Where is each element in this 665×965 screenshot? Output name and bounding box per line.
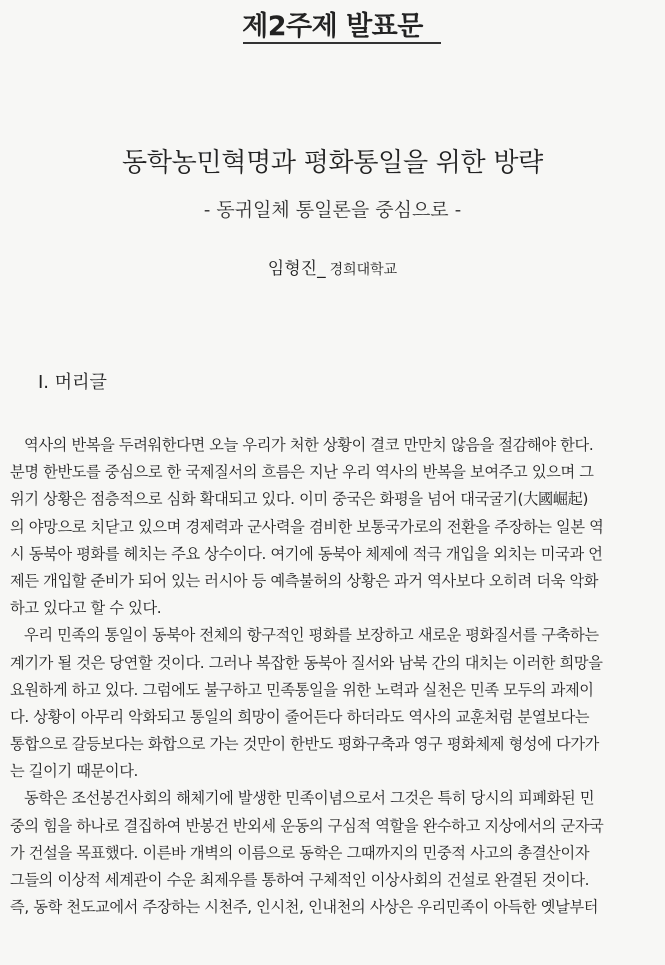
paper-title: 동학농민혁명과 평화통일을 위한 방략 xyxy=(122,148,543,178)
page-header xyxy=(0,0,665,46)
paper-subtitle: - 동귀일체 통일론을 중심으로 - xyxy=(203,199,462,221)
body-line: 중의 힘을 하나로 결집하여 반봉건 반외세 운동의 구심적 역할을 완수하고 지상에서의 군자국 xyxy=(10,816,604,835)
body-line: 위기 상황은 점층적으로 심화 확대되고 있다. 이미 중국은 화평을 넘어 대국굴기(大國崛起) xyxy=(10,490,589,509)
body-line: 시 동북아 평화를 헤치는 주요 상수이다. 여기에 동북아 체제에 적극 개입을 외치는 미국과 언 xyxy=(10,544,603,563)
body-line: 는 길이기 때문이다. xyxy=(10,762,139,781)
author-name: 임형진_ xyxy=(267,259,326,279)
section-header-title: 제2주제 발표문 xyxy=(242,11,423,42)
body-line: 다. 상황이 아무리 악화되고 통일의 희망이 줄어든다 하더라도 역사의 교훈처럼 분열보다는 xyxy=(10,707,590,726)
body-line: 하고 있다고 할 수 있다. xyxy=(10,599,162,618)
body-line: 우리 민족의 통일이 동북아 전체의 항구적인 평화를 보장하고 새로운 평화질서를 구축하는 xyxy=(24,626,599,645)
body-line: 제든 개입할 준비가 되어 있는 러시아 등 예측불허의 상황은 과거 역사보다 오히려 더욱 악화 xyxy=(10,571,599,590)
body-line: 가 건설을 목표했다. 이른바 개벽의 이름으로 동학은 그때까지의 민중적 사고의 총결산이자 xyxy=(10,843,590,862)
header-underline xyxy=(243,42,441,44)
body-line: 분명 한반도를 중심으로 한 국제질서의 흐름은 지난 우리 역사의 반복을 보여주고 있으며 그 xyxy=(10,463,594,482)
section-heading: Ⅰ. 머리글 xyxy=(38,372,107,393)
body-line: 요원하게 하고 있다. 그럼에도 불구하고 민족통일을 위한 노력과 실천은 민족 모두의 과제이 xyxy=(10,680,594,699)
body-line: 계기가 될 것은 당연할 것이다. 그러나 복잡한 동북아 질서와 남북 간의 대치는 이러한 희망을 xyxy=(10,653,603,672)
body-line: 즉, 동학 천도교에서 주장하는 시천주, 인시천, 인내천의 사상은 우리민족이 아득한 옛날부터 xyxy=(10,898,599,917)
body-line: 그들의 이상적 세계관이 수운 최제우를 통하여 구체적인 이상사회의 건설로 완결된 것이다. xyxy=(10,871,590,889)
body-line: 의 야망으로 치닫고 있으며 경제력과 군사력을 겸비한 보통국가로의 전환을 주장하는 일본 역 xyxy=(10,517,604,536)
body-line: 통합으로 갈등보다는 화합으로 가는 것만이 한반도 평화구축과 영구 평화체제 형성에 다가가 xyxy=(10,735,599,754)
body-text xyxy=(10,432,655,921)
author-affiliation: 경희대학교 xyxy=(329,262,398,278)
author-line xyxy=(0,254,665,279)
body-line: 역사의 반복을 두려워한다면 오늘 우리가 처한 상황이 결코 만만치 않음을 절감해야 한다. xyxy=(24,436,594,454)
body-line: 동학은 조선봉건사회의 해체기에 발생한 민족이념으로서 그것은 특히 당시의 피폐화된 민 xyxy=(24,789,595,808)
